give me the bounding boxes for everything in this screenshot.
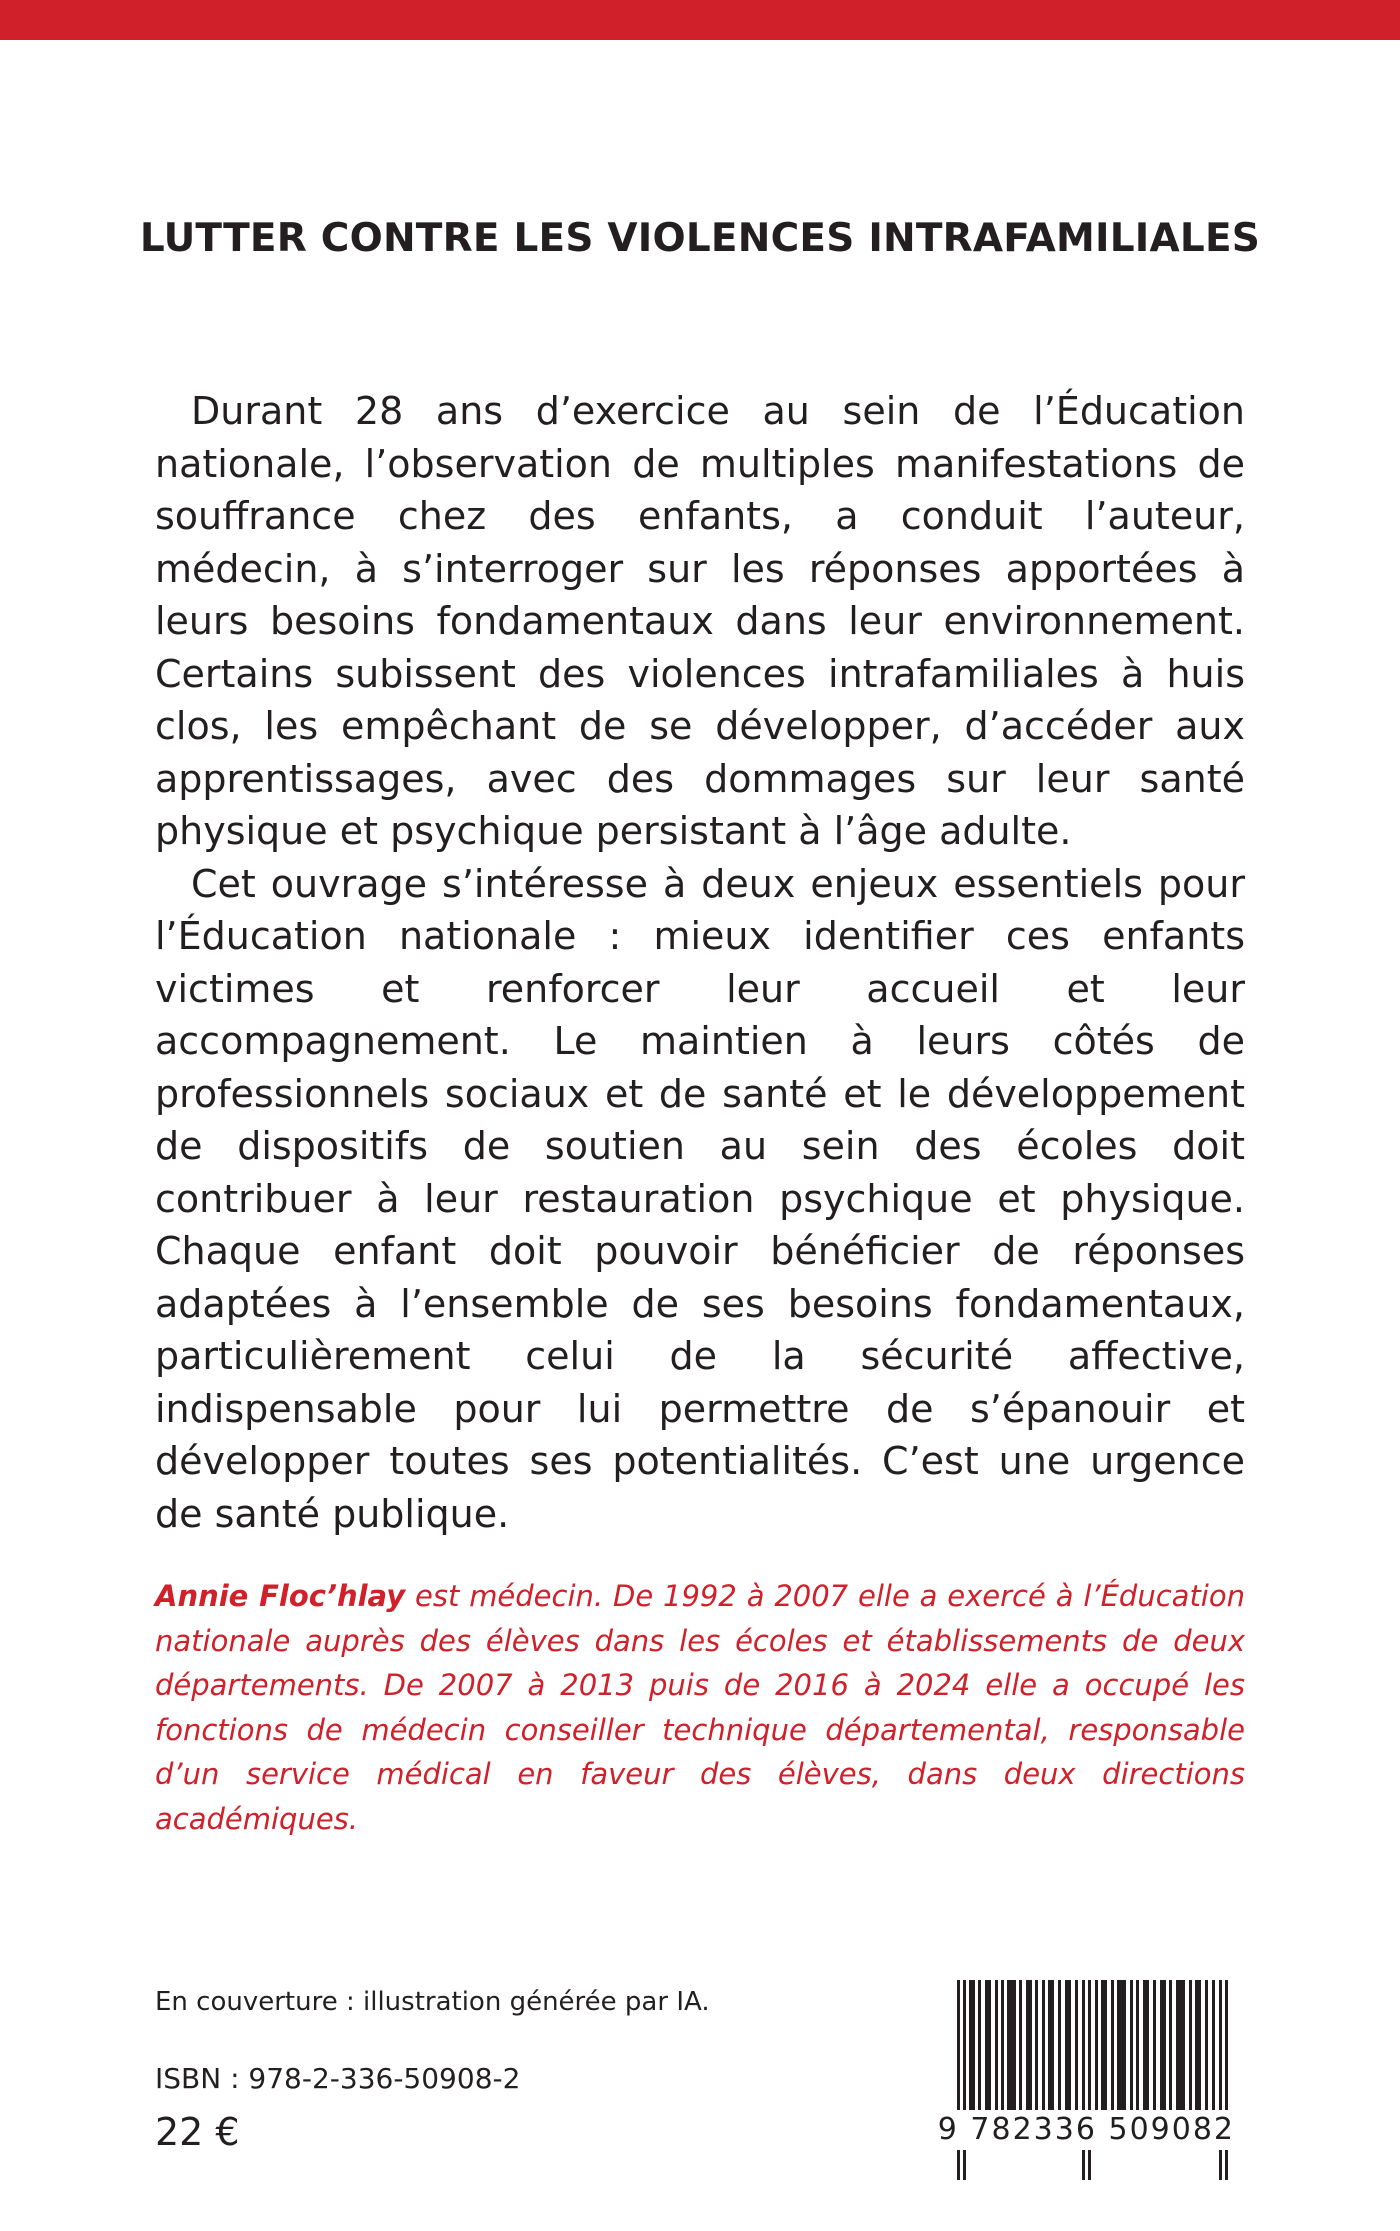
barcode-digits: 9 782336 509082	[935, 2110, 1235, 2150]
price: 22 €	[155, 2110, 240, 2154]
book-title: LUTTER CONTRE LES VIOLENCES INTRAFAMILIALES	[139, 216, 1261, 261]
cover-credit: En couverture : illustration générée par IA.	[155, 1987, 710, 2017]
author-bio	[155, 1574, 1245, 1841]
author-name: Annie Floc’hlay	[155, 1579, 406, 1613]
top-red-band	[0, 0, 1400, 40]
blurb	[155, 385, 1245, 1540]
blurb-paragraph-2: Cet ouvrage s’intéresse à deux enjeux essentiels pour l’Éducation nationale : mieux identifier ces enfants victimes et renforcer leur accueil et leur accompagnement. Le maintien à leurs côtés de professionnels sociaux et de santé et le développement de dispositifs de soutien au sein des écoles doit contribuer à leur restauration psychique et physique. Chaque enfant doit pouvoir bénéficier de réponses adaptées à l’ensemble de ses besoins fondamentaux, particulièrement celui de la sécurité affective, indispensable pour lui permettre de s’épanouir et développer toutes ses potentialités. C’est une urgence de santé publique.	[155, 861, 1245, 1536]
author-bio-text: est médecin. De 1992 à 2007 elle a exercé à l’Éducation nationale auprès des élèves dans les écoles et établissements de deux départements. De 2007 à 2013 puis de 2016 à 2024 elle a occupé les fonctions de médecin conseiller technique départemental, responsable d’un service médical en faveur des élèves, dans deux directions académiques.	[155, 1579, 1245, 1836]
isbn: ISBN : 978-2-336-50908-2	[155, 2062, 521, 2095]
blurb-paragraph-1: Durant 28 ans d’exercice au sein de l’Éducation nationale, l’observation de multiples manifestations de souffrance chez des enfants, a conduit l’auteur, médecin, à s’interroger sur les réponses apportées à leurs besoins fondamentaux dans leur environnement. Certains subissent des violences intrafamiliales à huis clos, les empêchant de se développer, d’accéder aux apprentissages, avec des dommages sur leur santé physique et psychique persistant à l’âge adulte.	[155, 389, 1245, 853]
barcode-icon	[955, 1980, 1235, 2180]
